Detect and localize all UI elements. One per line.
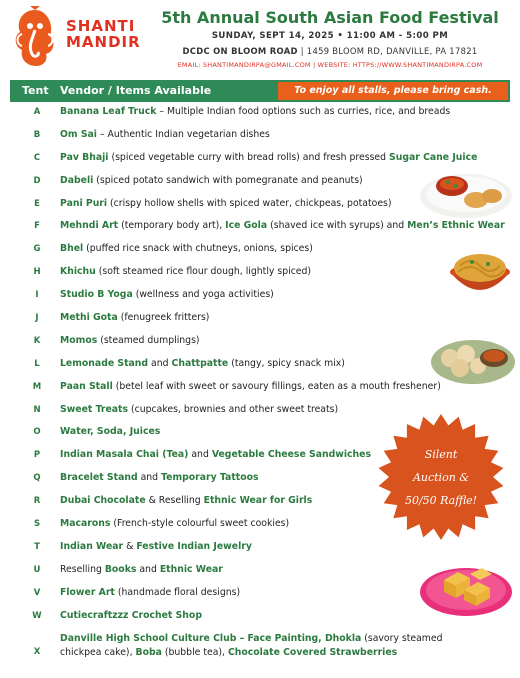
table-header-bar [10,80,510,102]
vendor-name: Vegetable Cheese Sandwiches [211,449,371,461]
tent-letter: J [35,313,39,324]
vendor-name: Studio B Yoga [60,289,133,301]
vendor-name: Macarons [60,518,111,530]
tent-letter: V [33,587,41,598]
tent-letter: F [34,221,40,232]
vendor-detail: & Reselling [145,495,204,507]
pani-puri-plate-illustration [430,336,516,386]
vendor-description [60,289,274,300]
tent-letter: Q [33,473,41,484]
vendor-row [10,263,510,286]
event-address [150,46,510,56]
vendor-detail: (crispy hollow shells with spiced water, chickpeas, potatoes) [107,197,392,209]
event-date-time: SUNDAY, SEPT 14, 2025 • 11:00 AM - 5:00 PM [211,31,449,41]
vendor-detail: (spiced potato sandwich with pomegranate and peanuts) [93,174,363,186]
auction-line-2: Auction & [412,471,470,484]
vendor-detail: (tangy, spicy snack mix) [228,357,345,369]
vendor-name: Ethnic Wear [159,563,223,575]
vendor-name: Lemonade Stand [60,357,149,369]
ganesha-icon [10,6,60,70]
vendor-description [60,129,270,140]
vendor-description [60,426,160,437]
vendor-description [60,518,289,529]
vendor-detail: (spiced vegetable curry with bread rolls) and fresh pressed [108,151,390,163]
vendor-detail: (fenugreek fritters) [117,312,210,324]
vendor-description [60,495,312,506]
vendor-name: Om Sai [60,128,97,140]
vendor-name: Indian Masala Chai (Tea) [60,449,189,461]
vendor-name: Books [104,563,137,575]
vendor-detail: and [136,563,160,575]
vendor-description [60,632,480,660]
vendor-detail: (temporary body art), [118,220,226,232]
vendor-name: Sweet Treats [60,403,129,415]
vendor-name: Cutiecraftzzz Crochet Shop [60,609,202,621]
vendor-name: Khichu [60,266,96,278]
tent-letter: L [34,358,40,369]
vendor-detail: and [148,357,172,369]
vendor-detail: and [137,472,162,484]
vendor-detail: (cupcakes, brownies and other sweet treats) [128,403,339,415]
vendor-row [10,286,510,309]
tent-letter: A [33,107,41,117]
tent-letter: B [33,129,41,140]
vendor-name: Mehndi Art [60,220,119,232]
festival-title: 5th Annual South Asian Food Festival [161,8,499,27]
vendor-description [60,266,311,277]
vendor-name: Flower Art [60,586,115,598]
logo-line-1: SHANTI [66,17,136,35]
vendor-description [60,610,202,621]
tent-letter: S [33,519,41,530]
tent-letter: C [33,152,41,163]
vendor-detail: (shaved ice with syrups) and [267,220,408,232]
vendor-description [60,175,363,186]
tent-letter: U [33,564,41,575]
vendor-description [60,152,477,163]
vendor-row [10,217,510,240]
vendor-description [60,243,313,254]
vendor-detail: (savory steamed chickpea cake), [60,633,443,659]
vendor-detail: (steamed dumplings) [97,334,200,346]
vendor-description [60,335,200,346]
vendor-description [60,358,345,369]
vendor-detail: (handmade floral designs) [114,586,241,598]
vendor-row [10,629,510,669]
vendor-description [60,564,223,575]
tent-letter: X [33,647,41,658]
vendor-detail: (betel leaf with sweet or savoury fillings, eaten as a mouth freshener) [112,380,441,392]
vendor-name: Paan Stall [60,380,113,392]
vendor-name: Bhel [60,243,84,255]
vendor-detail: (French-style colourful sweet cookies) [110,518,290,530]
vendor-name: Water, Soda, Juices [60,426,161,438]
vendor-detail: & [123,540,137,552]
vendor-name: Dubai Chocolate [60,495,146,507]
vendor-name: Pani Puri [60,197,108,209]
vendor-detail: and [188,449,212,461]
tent-letter: H [33,267,41,278]
venue-name: DCDC ON BLOOM ROAD [182,46,298,56]
vendor-name: Dabeli [60,174,94,186]
vendor-name: Momos [60,334,98,346]
vendor-detail: – Authentic Indian vegetarian dishes [96,128,270,140]
vendor-description [60,404,338,415]
tent-letter: E [34,198,40,209]
vendor-detail: (soft steamed rice flour dough, lightly spiced) [95,266,312,278]
vendor-description [60,106,450,117]
logo-line-2: MANDIR [66,33,141,51]
vendor-name: Methi Gota [60,312,118,324]
tent-letter: I [35,290,39,301]
tent-letter: K [33,335,41,346]
tent-letter: D [33,175,41,186]
tent-letter: O [33,427,41,438]
vendor-detail: (puffed rice snack with chutneys, onions, spices) [83,243,313,255]
vendor-name: Sugar Cane Juice [389,151,478,163]
vendor-name: Chattpatte [171,357,229,369]
vendor-detail: (wellness and yoga activities) [132,289,274,301]
vendor-name: Pav Bhaji [60,151,109,163]
tent-letter: W [32,610,42,621]
vendor-row [10,126,510,149]
vendor-detail: – Multiple Indian food options such as curries, rice, and breads [156,106,451,117]
vendor-name: Ice Gola [225,220,268,232]
auction-line-1: Silent [424,448,458,461]
vendor-description [60,541,252,552]
vendor-description [60,449,371,460]
auction-raffle-text [376,443,506,512]
tent-letter: R [33,496,41,507]
shanti-mandir-logo [10,6,141,70]
logo-text [66,18,141,50]
vendor-row [10,309,510,332]
vendor-row [10,103,510,126]
tent-letter: P [33,450,41,461]
vendor-name: Men’s Ethnic Wear [407,220,505,232]
vendor-name: Chocolate Covered Strawberries [227,647,398,659]
cash-notice: To enjoy all stalls, please bring cash. [278,82,508,100]
column-header-vendor: Vendor / Items Available [60,84,212,97]
vendor-name: Banana Leaf Truck [60,106,157,117]
vendor-description [60,587,240,598]
vendor-description [60,198,392,209]
vendor-name: Temporary Tattoos [161,472,259,484]
vendor-name: Ethnic Wear for Girls [203,495,313,507]
contact-info: EMAIL: SHANTIMANDIRPA@GMAIL.COM | WEBSITE: HTTPS://WWW.SHANTIMANDIRPA.COM [177,61,483,69]
vendor-detail: (bubble tea), [161,647,228,659]
noodle-bowl-illustration [446,246,514,302]
sweets-plate-illustration [418,560,514,618]
vendor-name: Indian Wear [60,540,124,552]
venue-address: | 1459 BLOOM RD, DANVILLE, PA 17821 [297,46,478,56]
column-header-tent: Tent [22,84,49,97]
vendor-name: Danville High School Culture Club – Face Painting, Dhokla [60,633,362,645]
vendor-description [60,312,209,323]
vendor-description [60,472,259,483]
tent-letter: T [34,541,40,552]
vendor-name: Boba [135,647,162,659]
pav-bhaji-plate-illustration [418,162,514,220]
vendor-row [10,240,510,263]
tent-letter: M [32,381,42,392]
vendor-name: Bracelet Stand [60,472,138,484]
vendor-description [60,381,441,392]
vendor-detail: Reselling [60,563,105,575]
auction-line-3: 50/50 Raffle! [404,494,478,507]
vendor-description [60,220,505,231]
vendor-name: Festive Indian Jewelry [136,540,252,552]
tent-letter: G [33,244,41,255]
tent-letter: N [33,404,41,415]
